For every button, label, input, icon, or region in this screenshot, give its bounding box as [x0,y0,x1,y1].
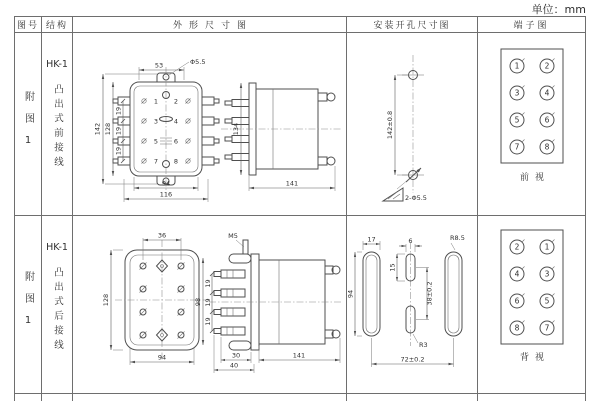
terminal-diagram-front-view [478,33,586,216]
dim-center-radius: R3 [419,341,428,349]
terminal-number: 7 [514,142,520,152]
dim-width-inner: 94 [161,179,171,188]
terminal-number: 2 [544,61,550,71]
header-terminal: 端子图 [478,17,586,33]
dim-mount-spacing: 142±0.8 [386,110,394,140]
dim-pitch: 19 [114,106,123,116]
terminal-number: 8 [514,323,520,333]
dim-pitch: 19 [114,126,123,136]
outline-drawing-rear-wiring [73,216,347,394]
outline-cell-row1 [73,33,347,216]
view-label: 背视 [519,353,551,363]
header-fig-no: 图号 [15,17,42,33]
terminal-number: 5 [153,137,159,146]
relay-side-view [194,232,343,373]
terminal-number: 1 [544,242,550,252]
mounting-cell-row2 [347,216,478,394]
dim-pitch: 19 [204,298,212,307]
structure-cell-row1 [42,33,73,216]
relay-side-view [221,83,341,191]
view-label: 前视 [519,173,551,183]
right-lugs [202,97,219,165]
terminal-number: 2 [173,97,179,106]
terminal-number: 1 [514,61,520,71]
terminal-diagram-rear-view [478,216,586,394]
dim-side-depth: 141 [285,179,299,188]
dim-top-width: 53 [154,61,164,70]
dim-center-spacing: 38±0.2 [425,281,434,306]
dim-side-depth: 141 [292,351,306,360]
terminal-number: 8 [173,157,179,166]
terminal-number: 1 [153,97,159,106]
header-structure: 结构 [42,17,73,33]
terminal-circles [510,59,555,155]
fig-no-row2: 附图1 [22,271,34,338]
structure-label-row2: 凸出式后接线 [52,267,63,354]
terminal-cell-row2 [478,216,586,394]
terminal-number: 6 [173,137,179,146]
fig-no-cell-row1 [15,33,42,216]
dim-pitch: 19 [204,317,212,326]
drawing-table [14,16,586,401]
structure-label-row1: 凸出式前接线 [52,84,63,171]
unit-label: 单位：mm [531,3,586,16]
header-outline: 外形尺寸图 [73,17,347,33]
relay-front-view [102,232,209,366]
mounting-drawing-front-wiring [347,33,478,216]
dim-hole-label: 2-Φ5.5 [405,194,427,202]
terminal-number: 5 [514,115,520,125]
rear-terminal-studs [214,270,245,335]
header-mounting: 安装开孔尺寸图 [347,17,478,33]
dim-offset-a: 30 [231,351,241,360]
dim-slot-width: 17 [367,235,376,244]
dim-height-inner: 128 [104,122,112,136]
structure-cell-row2 [42,216,73,394]
dim-slot-height: 94 [347,289,355,299]
terminal-number: 4 [544,88,550,98]
model-label-row1: HK-1 [46,59,68,70]
terminal-number: 6 [514,296,520,306]
dim-center-width: 6 [408,237,413,245]
terminal-number: 3 [544,269,550,279]
dim-height: 128 [102,293,110,307]
dim-horizontal-spacing: 72±0.2 [400,355,425,364]
terminal-number: 4 [514,269,520,279]
terminal-number: 8 [544,142,550,152]
front-view-dimensions [94,58,209,202]
terminal-number: 2 [514,242,520,252]
dim-offset-b: 40 [229,361,239,370]
model-label-row2: HK-1 [46,242,68,253]
dim-width: 94 [157,353,167,362]
dim-side-height: 134 [232,122,240,136]
dim-top-width: 36 [157,231,167,240]
mounting-drawing-rear-wiring [347,216,478,394]
terminal-number: 4 [173,117,179,126]
terminal-number: 7 [153,157,159,166]
dim-stud-span: 98 [194,297,202,307]
outline-cell-row2 [73,216,347,394]
dim-pitch: 19 [114,146,123,156]
dim-slot-radius: R8.5 [450,234,465,242]
fig-no-cell-row2 [15,216,42,394]
dim-pitch: 19 [204,279,212,288]
terminal-circles [510,240,555,336]
terminal-number: 3 [514,88,520,98]
terminal-number: 7 [544,323,550,333]
relay-front-view [113,67,219,193]
terminal-number: 5 [544,296,550,306]
mounting-cell-row1 [347,33,478,216]
terminal-number: 3 [153,117,159,126]
dim-screw: M5 [228,232,238,240]
terminal-number: 6 [544,115,550,125]
dim-center-height: 15 [388,263,397,272]
dim-height-outer: 142 [93,122,102,136]
outline-drawing-front-wiring [73,33,347,216]
fig-no-row1: 附图1 [22,90,34,158]
dim-hole-dia: Φ5.5 [190,58,206,66]
terminal-cell-row1 [478,33,586,216]
dim-width-outer: 116 [159,190,173,199]
